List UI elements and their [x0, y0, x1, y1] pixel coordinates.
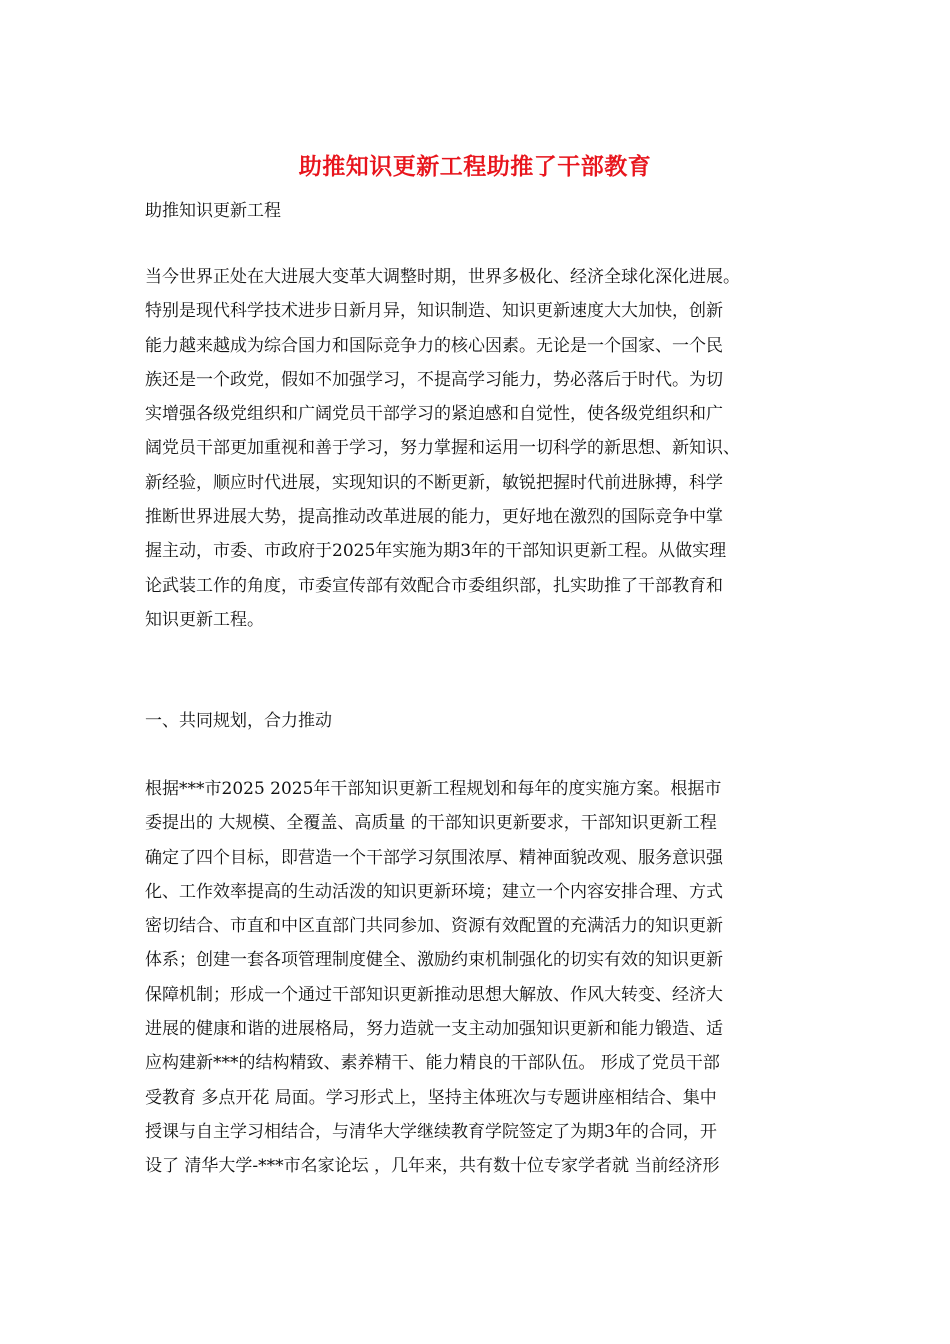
text-line: 体系；创建一套各项管理制度健全、激励约束机制强化的切实有效的知识更新 [145, 950, 723, 971]
text-line: 确定了四个目标，即营造一个干部学习氛围浓厚、精神面貌改观、服务意识强 [145, 847, 723, 868]
text-line: 推断世界进展大势，提高推动改革进展的能力，更好地在激烈的国际竞争中掌 [145, 507, 723, 528]
text-line: 化、工作效率提高的生动活泼的知识更新环境；建立一个内容安排合理、方式 [145, 881, 723, 902]
text-line: 知识更新工程。 [145, 609, 264, 630]
text-line: 根据***市2025 2025年干部知识更新工程规划和每年的度实施方案。根据市 [145, 779, 722, 799]
paragraph-section-one [145, 772, 825, 1184]
text-line: 当今世界正处在大进展大变革大调整时期，世界多极化、经济全球化深化进展。 [145, 267, 740, 287]
text-line: 保障机制；形成一个通过干部知识更新推动思想大解放、作风大转变、经济大 [145, 984, 723, 1005]
section-heading: 一、共同规划，合力推动 [145, 711, 332, 731]
text-line: 族还是一个政党，假如不加强学习，不提高学习能力，势必落后于时代。为切 [145, 369, 723, 390]
text-line: 进展的健康和谐的进展格局，努力造就一支主动加强知识更新和能力锻造、适 [145, 1019, 723, 1040]
text-line: 论武装工作的角度，市委宣传部有效配合市委组织部，扎实助推了干部教育和 [145, 575, 723, 596]
text-line: 实增强各级党组织和广阔党员干部学习的紧迫感和自觉性，使各级党组织和广 [145, 404, 723, 425]
text-line: 设了 清华大学-***市名家论坛 ，几年来，共有数十位专家学者就 当前经济形 [145, 1156, 720, 1177]
text-line: 密切结合、市直和中区直部门共同参加、资源有效配置的充满活力的知识更新 [145, 916, 723, 937]
text-line: 特别是现代科学技术进步日新月异，知识制造、知识更新速度大大加快，创新 [145, 301, 723, 322]
text-line: 新经验，顺应时代进展，实现知识的不断更新，敏锐把握时代前进脉搏，科学 [145, 472, 723, 493]
text-line: 阔党员干部更加重视和善于学习，努力掌握和运用一切科学的新思想、新知识、 [145, 438, 740, 459]
text-line: 委提出的 大规模、全覆盖、高质量 的干部知识更新要求，干部知识更新工程 [145, 813, 717, 834]
text-line: 握主动，市委、市政府于2025年实施为期3年的干部知识更新工程。从做实理 [145, 541, 727, 562]
paragraph-intro [145, 260, 825, 637]
document-title: 助推知识更新工程助推了干部教育 [298, 153, 652, 180]
text-line: 授课与自主学习相结合，与清华大学继续教育学院签定了为期3年的合同，开 [145, 1121, 717, 1142]
text-line: 应构建新***的结构精致、素养精干、能力精良的干部队伍。 形成了党员干部 [145, 1053, 720, 1074]
text-line: 能力越来越成为综合国力和国际竞争力的核心因素。无论是一个国家、一个民 [145, 335, 723, 356]
text-line: 受教育 多点开花 局面。学习形式上，坚持主体班次与专题讲座相结合、集中 [145, 1087, 717, 1108]
document-subtitle: 助推知识更新工程 [145, 201, 281, 221]
